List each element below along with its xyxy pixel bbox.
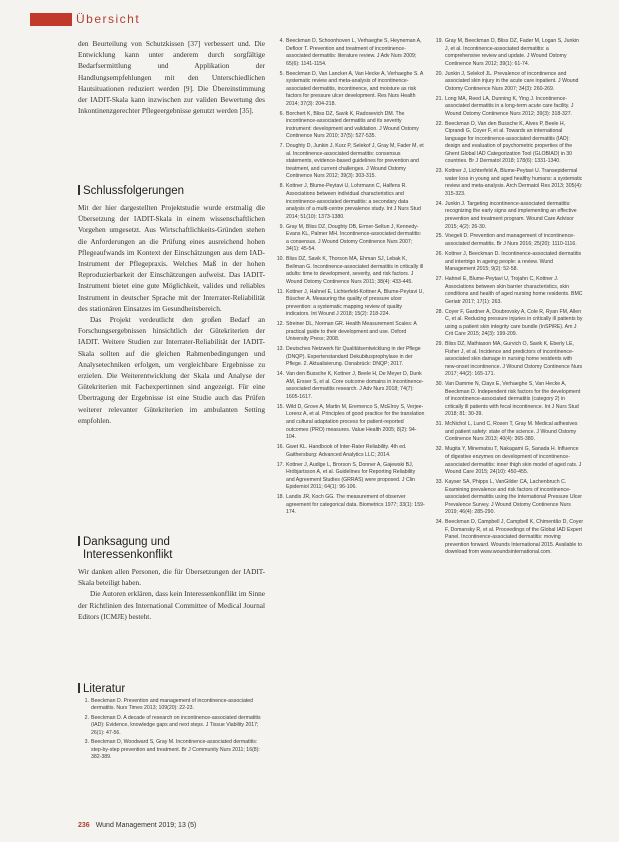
reference-text: Kottner J, Blume-Peytavi U, Lohrmann C, Halfens R. Associations between individual characteristics and incontinence-associated dermatitis: a secondary data analysis of a multi-centre prevalence study. Int J Nurs Stud 2014; 51(10): 1373-1380. xyxy=(286,183,421,220)
thanks-heading xyxy=(78,536,268,562)
reference-item xyxy=(432,381,584,419)
reference-number: 27. xyxy=(435,275,443,282)
reference-number: 6. xyxy=(279,110,284,117)
reference-item xyxy=(432,446,584,476)
journal-citation: Wund Management 2019; 13 (5) xyxy=(95,822,197,829)
literature-heading xyxy=(78,683,268,696)
reference-text: Beeckman D, Van Lancker A, Van Hecke A, Verhaeghe S. A systematic review and meta-analysis of incontinence-associated dermatitis, incontinence, and moisture as risk factors for pressure ulcer development. Res Nurs Health 2014; 37(3): 204-218. xyxy=(286,70,424,107)
reference-item xyxy=(273,38,425,68)
reference-text: Borchert K, Bliss DZ, Savik K, Radosevich DM. The incontinence-associated dermatitis and its severity instrument: development and validation. J Wound Ostomy Continence Nurs 2010; 37(5): 527-535. xyxy=(286,110,419,140)
reference-item xyxy=(432,71,584,94)
reference-list-col2 xyxy=(273,38,425,517)
reference-number: 3. xyxy=(84,739,89,746)
reference-text: Beeckman D, Van den Bussche K, Alves P, Beele H, Ciprandi G, Coyer F, et al. Towards an international language for incontinence-associated dermatitis (IAD): design and evaluation of psychometric properties of the Ghent Global IAD Categorization Tool (GLOBIAD) in 30 countries. Br J Dermatol 2018; 178(6): 1331-1340. xyxy=(445,120,573,165)
reference-item xyxy=(432,519,584,557)
reference-text: Junkin J, Selekof JL. Prevalence of incontinence and associated skin injury in the acute care inpatient. J Wound Ostomy Continence Nurs 2007; 34(3): 260-269. xyxy=(445,70,579,92)
reference-item xyxy=(273,289,425,319)
reference-number: 21. xyxy=(435,95,443,102)
reference-text: Junkin J. Targeting incontinence-associated dermatitis: recognizing the early signs and implementing an effective prevention and treatment program. Wound Care Advisor 2015; 4(2): 26-30. xyxy=(445,200,577,230)
reference-text: Wild D, Grove A, Martin M, Eremenco S, McElroy S, Verjee-Lorenz A, et al. Principles of good practice for the translation and cultural adaptation process for patient-reported outcomes (PRO) measures. Value Health 2005; 8(2): 94-104. xyxy=(286,403,425,441)
reference-number: 33. xyxy=(435,479,443,485)
reference-number: 20. xyxy=(435,70,443,77)
reference-text: Beeckman D, Schoonhoven L, Verhaeghe S, Heyneman A, Defloor T. Prevention and treatment of incontinence-associated dermatitis: literature review. J Adv Nurs 2009; 65(6): 1141-1154. xyxy=(286,38,422,67)
reference-item xyxy=(432,479,584,517)
reference-text: Long MA, Reed LA, Dunning K, Ying J. Incontinence-associated dermatitis in a long-term acute care facility. J Wound Ostomy Continence Nurs 2012; 39(3): 318-327. xyxy=(445,95,574,117)
reference-number: 19. xyxy=(435,38,443,44)
reference-number: 16. xyxy=(276,444,284,451)
intro-block xyxy=(78,38,265,116)
reference-number: 10. xyxy=(276,256,284,263)
conclusion-heading-text: Schlussfolgerungen xyxy=(83,185,185,197)
reference-text: Bliss DZ, Savik K, Thorson MA, Ehman SJ, Lebak K, Beilman G. Incontinence-associated dermatitis in critically ill adults: time to development, severity, and risk factors. J Wound Ostomy Continence Nurs 2011; 38(4): 433-445. xyxy=(286,256,424,285)
reference-text: Kayser SA, Phipps L, VanGilder CA, Lachenbruch C. Examining prevalence and risk factors of incontinence-associated dermatitis using the International Pressure Ulcer Prevalence Survey. J Wound Ostomy Continence Nurs 2019; 46(4): 285-290. xyxy=(445,479,582,516)
thanks-paragraph-2: Die Autoren erklären, dass kein Interessenkonflikt im Sinne der Richtlinien des International Committee of Medical Journal Editors (ICMJE) besteht. xyxy=(78,589,265,621)
reference-text: Gwet KL. Handbook of Inter-Rater Reliability. 4th ed. Gaithersburg: Advanced Analytics LLC; 2014. xyxy=(286,444,407,458)
page-footer xyxy=(78,822,196,829)
reference-item xyxy=(273,346,425,369)
reference-item xyxy=(273,462,425,492)
reference-item xyxy=(273,371,425,401)
conclusion-paragraph-1: Mit der hier dargestellten Projektstudie wurde erstmalig die Übersetzung der IADIT-Skala in einem wissenschaftlichen Vorgehen umgesetzt. Aus Wirtschaftlichkeits-Gründen stehen die Anforderungen an die Prüfung eines ausreichend hohen Pflegeaufwands im Kontext der Einschätzungen aus dem IAD-Instrument der Pflegepraxis. Welches Maß in der hohen Reproduzierbarkeit der Einschätzungen aufweist. Das IADIT-Instrument bietet eine gute Möglichkeit, valides und reliables Instrument in deutscher Sprache mit der Interrater-Reliabilität des stationären Einsatzes im Gesundheitsbereich. xyxy=(78,203,265,313)
reference-item xyxy=(432,341,584,379)
intro-paragraph: den Beurteilung von Schutzkissen [37] verbessert und. Die Entwicklung kann unter anderem durch sorgfältige Bedarfsermittlung und Applikation der Handlungsempfehlungen mit den Unterschiedlichen Hautsituationen reduziert werden [9]. Die Übereinstimmung der IADIT-Skala kann inzwischen zur validen Bewertung des Inkontinenzgerechter Pflegeergebnisse genutzt werden [35]. xyxy=(78,39,265,116)
heading-bar xyxy=(78,536,80,546)
reference-item xyxy=(273,143,425,181)
reference-number: 25. xyxy=(435,233,443,240)
reference-item xyxy=(78,698,265,713)
reference-column-3 xyxy=(432,38,584,818)
reference-item xyxy=(78,739,265,761)
thanks-block xyxy=(78,566,265,622)
reference-item xyxy=(432,201,584,231)
reference-item xyxy=(432,233,584,248)
reference-list-col1 xyxy=(78,698,265,764)
reference-text: Doughty D, Junkin J, Kurz P, Selekof J, Gray M, Fader M, et al. Incontinence-associated dermatitis: consensus statements, evidence-based guidelines for prevention and treatment, and current challenges. J Wound Ostomy Continence Nurs 2012; 39(3): 303-315. xyxy=(286,143,424,180)
reference-item xyxy=(273,404,425,442)
reference-number: 13. xyxy=(276,346,284,353)
reference-number: 24. xyxy=(435,200,443,207)
reference-number: 9. xyxy=(279,223,284,230)
reference-number: 4. xyxy=(279,38,284,44)
thanks-heading-line-2: Interessenkonflikt xyxy=(83,549,173,561)
header-accent-bar xyxy=(30,13,72,26)
reference-text: Gray M, Beeckman D, Bliss DZ, Fader M, Logan S, Junkin J, et al. Incontinence-associated dermatitis: a comprehensive review and update. J Wound Ostomy Continence Nurs 2012; 39(1): 61-74. xyxy=(445,38,580,67)
reference-item xyxy=(432,96,584,119)
reference-number: 2. xyxy=(84,714,89,721)
reference-item xyxy=(273,183,425,221)
reference-text: Kottner J, Hahnel E, Lichterfeld-Kottner A, Blume-Peytavi U, Büscher A. Measuring the quality of pressure ulcer prevention: a systematic mapping review of quality indicators. Int Wound J 2018; 15(2): 218-224. xyxy=(286,288,424,318)
reference-number: 29. xyxy=(435,341,443,348)
reference-text: Landis JR, Koch GG. The measurement of observer agreement for categorical data. Biometrics 1977; 33(1): 159-174. xyxy=(286,494,425,516)
reference-text: Mugita Y, Minematsu T, Nakagami G, Sanada H. Influence of digestive enzymes on development of incontinence-associated dermatitis: inner thigh skin model of aged rats. J Wound Care 2015; 24(10): 450-455. xyxy=(445,446,582,476)
reference-number: 5. xyxy=(279,70,284,77)
reference-number: 7. xyxy=(279,143,284,150)
reference-text: Coyer F, Gardner A, Doubrovsky A, Cole R, Ryan FM, Allen C, et al. Reducing pressure injuries in critically ill patients by using a patient skin integrity care bundle (InSPiRE). Am J Crit Care 2015; 24(3): 199-209. xyxy=(445,308,583,338)
reference-text: Hahnel E, Blume-Peytavi U, Trojahn C, Kottner J. Associations between skin barrier characteristics, skin conditions and health of aged nursing home residents. BMC Geriatr 2017; 17(1): 263. xyxy=(445,275,583,305)
reference-number: 34. xyxy=(435,519,443,526)
reference-item xyxy=(273,224,425,254)
heading-bar xyxy=(78,683,80,693)
conclusion-heading xyxy=(78,185,268,198)
reference-column-2 xyxy=(273,38,425,818)
reference-number: 28. xyxy=(435,308,443,315)
reference-number: 17. xyxy=(276,461,284,468)
reference-item xyxy=(273,494,425,517)
reference-text: Gray M, Bliss DZ, Doughty DB, Ermer-Seltun J, Kennedy-Evans KL, Palmer MH. Incontinence-associated dermatitis: a consensus. J Wound Ostomy Continence Nurs 2007; 34(1): 45-54. xyxy=(286,223,422,253)
reference-number: 11. xyxy=(277,288,284,295)
reference-text: Van den Bussche K, Kottner J, Beele H, De Meyer D, Dunk AM, Ersser S, et al. Core outcome domains in incontinence-associated dermatitis research. J Adv Nurs 2018; 74(7): 1605-1617. xyxy=(286,371,424,400)
reference-text: McNichol L, Lund C, Rosen T, Gray M. Medical adhesives and patient safety: state of the science. J Wound Ostomy Continence Nurs 2013; 40(4): 365-380. xyxy=(445,421,578,443)
reference-item xyxy=(78,715,265,737)
reference-number: 22. xyxy=(435,120,443,127)
section-label: Übersicht xyxy=(76,12,141,26)
reference-text: Deutsches Netzwerk für Qualitätsentwicklung in der Pflege (DNQP). Expertenstandard Dekubitusprophylaxe in der Pflege. 2. Aktualisierung. Osnabrück: DNQP; 2017. xyxy=(286,346,421,368)
reference-text: Streiner DL, Norman GR. Health Measurement Scales: A practical guide to their development and use. Oxford University Press; 2008. xyxy=(286,321,417,343)
reference-number: 8. xyxy=(279,183,284,190)
reference-number: 12. xyxy=(276,321,284,328)
reference-item xyxy=(273,321,425,344)
reference-text: Van Damme N, Clays E, Verhaeghe S, Van Hecke A, Beeckman D. Independent risk factors for the development of incontinence-associated dermatitis (category 2) in critically ill patients with fecal incontinence. Int J Nurs Stud 2018; 81: 30-39. xyxy=(445,381,581,418)
heading-bar xyxy=(78,185,80,195)
reference-number: 15. xyxy=(276,403,284,410)
reference-list-col3 xyxy=(432,38,584,557)
reference-number: 32. xyxy=(435,446,443,453)
reference-number: 18. xyxy=(276,494,284,501)
reference-number: 23. xyxy=(435,168,443,175)
reference-number: 14. xyxy=(276,371,284,378)
reference-item xyxy=(273,71,425,109)
reference-text: Kottner J, Lichterfeld A, Blume-Peytavi U. Transepidermal water loss in young and aged healthy humans: a systematic review and meta-analysis. Arch Dermatol Res 2013; 305(4): 315-323. xyxy=(445,168,583,197)
reference-number: 30. xyxy=(435,381,443,388)
reference-text: Bliss DZ, Mathiason MA, Gurvich O, Savik K, Eberly LE, Fisher J, et al. Incidence and predictors of incontinence-associated skin damage in nursing home residents with new-onset incontinence. J Wound Ostomy Continence Nurs 2017; 44(2): 165-171. xyxy=(445,341,583,378)
reference-text: Beeckman D, Campbell J, Campbell K, Chimentão D, Coyer F, Domansky R, et al. Proceedings of the Global IAD Expert Panel. Incontinence-associated dermatitis: moving prevention forward. Wounds International 2015. Available to download from www.woundsinternational.com. xyxy=(445,519,584,556)
reference-item xyxy=(432,421,584,444)
reference-text: Kottner J, Audige L, Brorson S, Donner A, Gajewski BJ, Hróbjartsson A, et al. Guidelines for Reporting Reliability and Agreement Studies (GRRAS) were proposed. J Clin Epidemiol 2011; 64(1): 96-106. xyxy=(286,461,416,491)
page-number: 236 xyxy=(78,822,90,829)
reference-item xyxy=(273,444,425,459)
conclusion-paragraph-2: Das Projekt verdeutlicht den großen Bedarf an Forschungsergebnissen hinsichtlich der Gütekriterien der IADIT. Weitere Studien zur Interrater-Reliabilität der IADIT-Skala sollten auf die gleichen Rahmenbedingungen und Analysetechniken erfolgen, um vergleichbare Ergebnisse zu erzielen. Die Weiterentwicklung der Skala und Analyse der Gütekriterien mit Fachexpertinnen sind angezeigt. Für eine Übertragung der Ergebnisse ist eine Studie auch das Prüfen weiterer relevanter Gütekriterien im ambulanten Setting empfohlen. xyxy=(78,315,265,425)
reference-item xyxy=(432,168,584,198)
reference-number: 26. xyxy=(435,250,443,257)
reference-text: Beeckman D, Woodward S, Gray M. Incontinence-associated dermatitis: step-by-step prevention and treatment. Br J Community Nurs 2011; 16(8): 382-389. xyxy=(91,739,260,760)
reference-item xyxy=(273,111,425,141)
reference-item xyxy=(432,38,584,68)
reference-item xyxy=(273,256,425,286)
conclusion-block xyxy=(78,202,265,426)
reference-text: Beeckman D. A decade of research on incontinence-associated dermatitis (IAD): Evidence, knowledge gaps and next steps. J Tissue Viability 2017; 26(1): 47-56. xyxy=(91,714,261,736)
reference-text: Kottner J, Beeckman D. Incontinence-associated dermatitis and intertrigo in ageing people: a review. Wund Management 2015; 9(2): 52-58. xyxy=(445,250,582,273)
reference-text: Voegeli D. Prevention and management of incontinence-associated dermatitis. Br J Nurs 2016; 25(20): 1110-1116. xyxy=(445,233,577,248)
reference-item xyxy=(432,251,584,274)
reference-number: 1. xyxy=(84,698,89,704)
reference-text: Beeckman D. Prevention and management of incontinence-associated dermatitis. Nurs Times 2013; 109(20): 22-23. xyxy=(91,698,254,712)
thanks-paragraph-1: Wir danken allen Personen, die für Übersetzungen der IADIT-Skala beteiligt haben. xyxy=(78,567,265,588)
reference-item xyxy=(432,121,584,166)
reference-item xyxy=(432,276,584,306)
reference-number: 31. xyxy=(435,421,443,428)
reference-item xyxy=(432,309,584,339)
thanks-heading-line-1: Danksagung und xyxy=(83,536,170,548)
page-header xyxy=(30,10,140,28)
literature-heading-text: Literatur xyxy=(83,683,126,695)
